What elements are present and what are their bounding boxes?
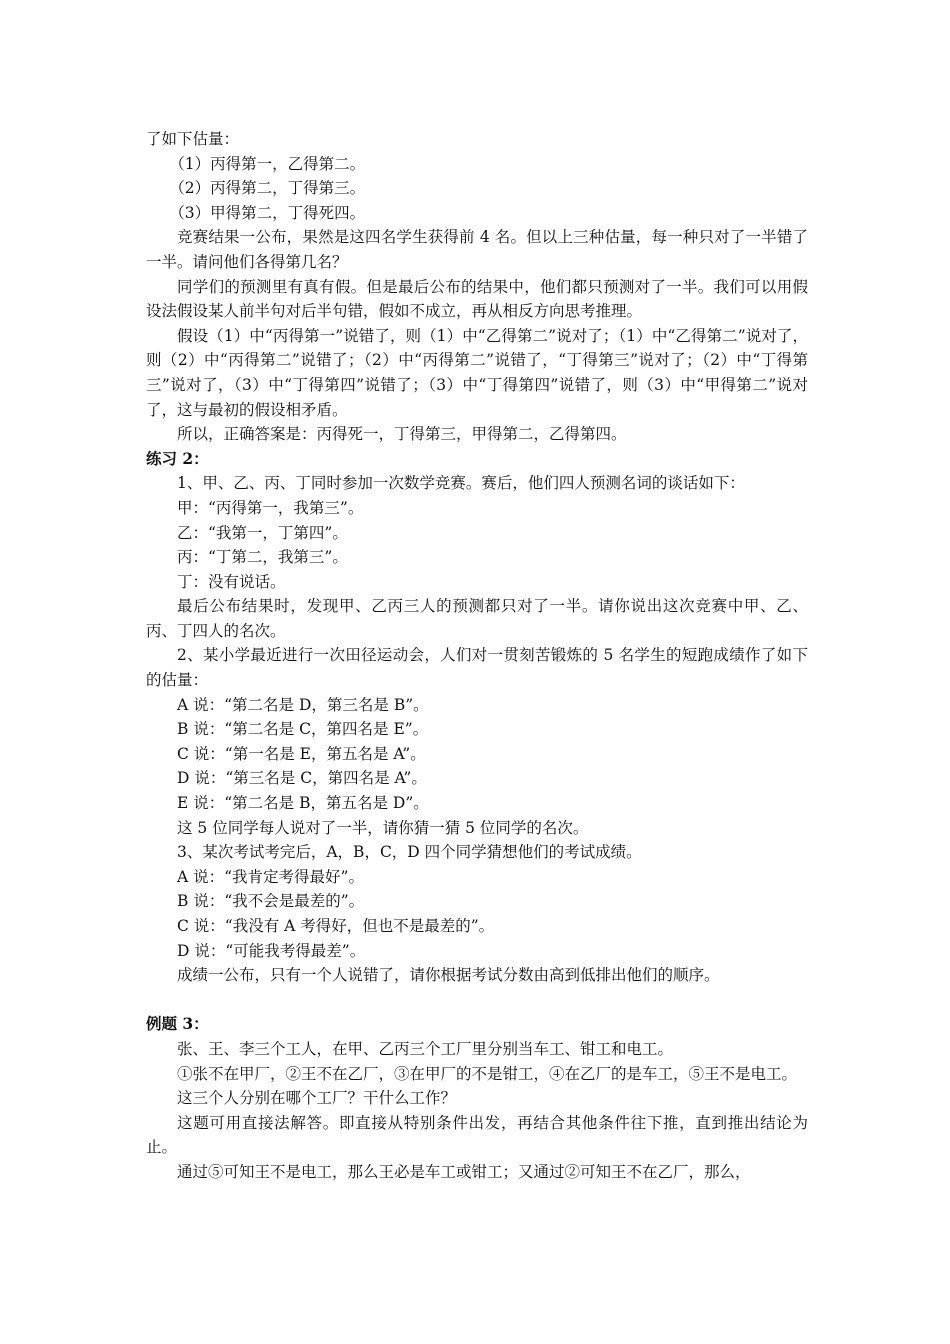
paragraph: 3、某次考试考完后，A，B，C，D 四个同学猜想他们的考试成绩。 bbox=[177, 843, 642, 862]
paragraph: 了如下估量： bbox=[146, 130, 240, 148]
paragraph: 这三个人分别在哪个工厂？干什么工作？ bbox=[177, 1089, 457, 1108]
list-item: （2）丙得第二，丁得第三。 bbox=[169, 179, 366, 198]
list-item: A 说：“我肯定考得最好”。 bbox=[177, 867, 364, 886]
list-item: B 说：“第二名是 C，第四名是 E”。 bbox=[177, 720, 429, 739]
paragraph: 假设（1）中“丙得第一”说错了，则（1）中“乙得第二”说对了；（1）中“乙得第二”说对了，则（2）中“丙得第二”说错了；（2）中“丙得第二”说错了，“丁得第三”说对了；（2）中“丁得第三”说对了，（3）中“丁得第四”说错了；（3）中“丁得第四”说错了，则（3）中“甲得第二”说对了，这与最初的假设相矛盾。 bbox=[146, 326, 808, 419]
paragraph: 同学们的预测里有真有假。但是最后公布的结果中，他们都只预测对了一半。我们可以用假设法假设某人前半句对后半句错，假如不成立，再从相反方向思考推理。 bbox=[146, 277, 808, 321]
paragraph: 1、甲、乙、丙、丁同时参加一次数学竞赛。赛后，他们四人预测名词的谈话如下： bbox=[177, 474, 745, 493]
paragraph: ①张不在甲厂，②王不在乙厂，③在甲厂的不是钳工，④在乙厂的是车工，⑤王不是电工。 bbox=[177, 1064, 798, 1083]
document-page bbox=[146, 127, 808, 1185]
section-heading: 练习 2： bbox=[146, 448, 209, 468]
blank-line bbox=[146, 988, 808, 1013]
paragraph: 成绩一公布，只有一个人说错了，请你根据考试分数由高到低排出他们的顺序。 bbox=[177, 966, 720, 985]
list-item: 乙：“我第一，丁第四”。 bbox=[177, 523, 348, 542]
list-item: A 说：“第二名是 D，第三名是 B”。 bbox=[177, 695, 429, 714]
list-item: D 说：“第三名是 C，第四名是 A”。 bbox=[177, 769, 427, 788]
list-item: 丁：没有说话。 bbox=[177, 572, 286, 591]
paragraph: 所以，正确答案是：丙得死一，丁得第三，甲得第二，乙得第四。 bbox=[177, 425, 627, 444]
list-item: E 说：“第二名是 B，第五名是 D”。 bbox=[177, 794, 429, 813]
list-item: （3）甲得第二，丁得死四。 bbox=[169, 203, 366, 222]
list-item: D 说：“可能我考得最差”。 bbox=[177, 941, 366, 960]
list-item: 甲：“丙得第一，我第三”。 bbox=[177, 498, 364, 517]
list-item: （1）丙得第一，乙得第二。 bbox=[169, 154, 366, 173]
list-item: C 说：“我没有 A 考得好，但也不是最差的”。 bbox=[177, 917, 495, 935]
paragraph: 2、某小学最近进行一次田径运动会，人们对一贯刻苦锻炼的 5 名学生的短跑成绩作了如下的估量： bbox=[146, 646, 808, 690]
paragraph: 这 5 位同学每人说对了一半，请你猜一猜 5 位同学的名次。 bbox=[177, 818, 589, 837]
paragraph: 竞赛结果一公布，果然是这四名学生获得前 4 名。但以上三种估量，每一种只对了一半错了一半。请问他们各得第几名？ bbox=[146, 228, 808, 271]
section-heading: 例题 3： bbox=[146, 1014, 209, 1034]
list-item: C 说：“第一名是 E，第五名是 A”。 bbox=[177, 744, 426, 763]
paragraph: 这题可用直接法解答。即直接从特别条件出发，再结合其他条件往下推，直到推出结论为止。 bbox=[146, 1113, 808, 1157]
paragraph: 最后公布结果时，发现甲、乙丙三人的预测都只对了一半。请你说出这次竞赛中甲、乙、丙、丁四人的名次。 bbox=[146, 597, 808, 640]
paragraph: 通过⑤可知王不是电工，那么王必是车工或钳工；又通过②可知王不在乙厂，那么， bbox=[177, 1162, 751, 1181]
paragraph: 张、王、李三个工人，在甲、乙丙三个工厂里分别当车工、钳工和电工。 bbox=[177, 1039, 674, 1058]
list-item: B 说：“我不会是最差的”。 bbox=[177, 892, 365, 911]
list-item: 丙：“丁第二，我第三”。 bbox=[177, 548, 348, 567]
